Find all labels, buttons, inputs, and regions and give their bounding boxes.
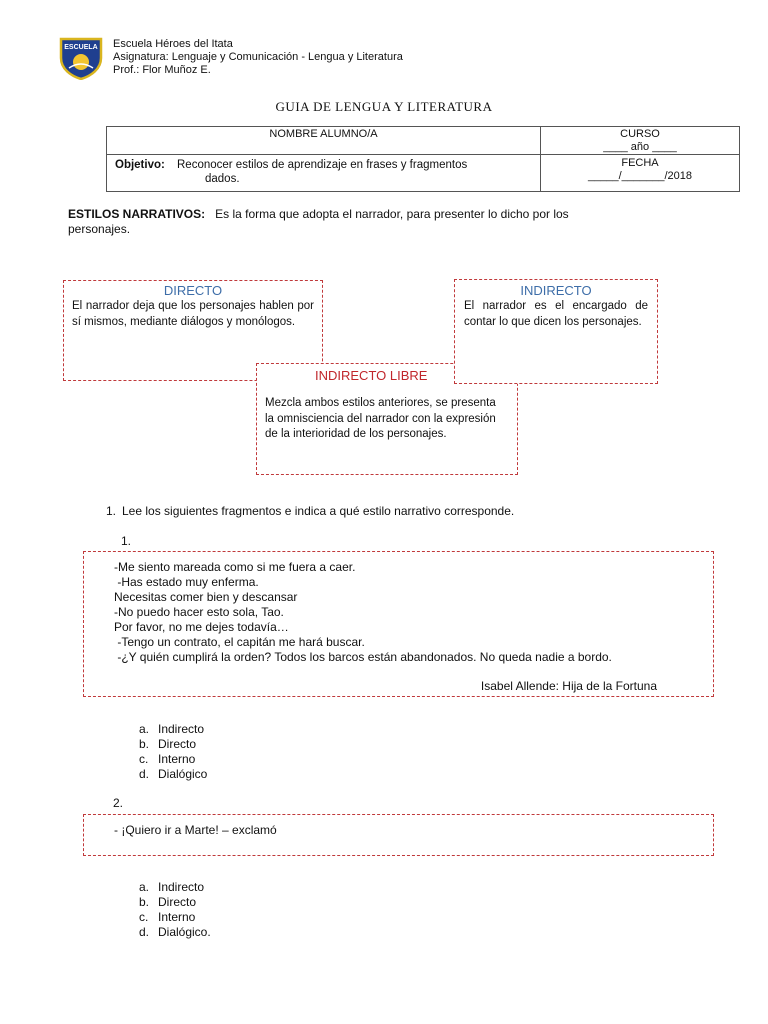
question-2-line: - ¡Quiero ir a Marte! – exclamó [114, 823, 277, 837]
answer-option[interactable] [139, 910, 195, 925]
answer-option[interactable] [139, 722, 204, 737]
fragment-line: Necesitas comer bien y descansar [114, 590, 298, 604]
fragment-line: -¿Y quién cumplirá la orden? Todos los barcos están abandonados. No queda nadie a bordo. [114, 650, 612, 664]
intro-label: ESTILOS NARRATIVOS: [68, 207, 206, 221]
question-1-source: Isabel Allende: Hija de la Fortuna [480, 679, 657, 693]
objective-text-1: Reconocer estilos de aprendizaje en frases y fragmentos [177, 159, 468, 171]
question-1-box [83, 551, 714, 697]
option-text: Interno [158, 752, 196, 766]
indirecto-libre-text: Mezcla ambos estilos anteriores, se presenta la omnisciencia del narrador con la expresión de la interioridad de los personajes. [265, 397, 496, 440]
instruction-text: Lee los siguientes fragmentos e indica a qué estilo narrativo corresponde. [122, 504, 515, 518]
option-letter: a. [139, 880, 150, 894]
objective-text-2: dados. [205, 173, 240, 185]
answer-option[interactable] [139, 925, 211, 940]
indirecto-title: INDIRECTO [520, 283, 592, 298]
fragment-line: -Me siento mareada como si me fuera a caer. [114, 560, 356, 574]
indirecto-box [454, 279, 658, 384]
intro-text-1: Es la forma que adopta el narrador, para presenter lo dicho por los [215, 207, 569, 221]
page-title: GUIA DE LENGUA Y LITERATURA [275, 99, 493, 114]
indirecto-text: El narrador es el encargado de contar lo que dicen los personajes. [464, 300, 648, 328]
option-letter: c. [139, 910, 149, 924]
question-2-number: 2. [113, 796, 124, 810]
fragment-line: -Tengo un contrato, el capitán me hará buscar. [114, 635, 365, 649]
instruction-number: 1. [106, 504, 117, 518]
answer-option[interactable] [139, 880, 204, 895]
option-text: Directo [158, 737, 197, 751]
question-1-number: 1. [121, 534, 132, 548]
answer-option[interactable] [139, 767, 207, 782]
answer-option[interactable] [139, 737, 196, 752]
option-letter: c. [139, 752, 149, 766]
course-blank: ____ año ____ [603, 141, 677, 153]
option-text: Directo [158, 895, 197, 909]
option-letter: d. [139, 925, 150, 939]
question-2-box [83, 814, 714, 856]
option-text: Dialógico. [158, 925, 211, 939]
option-text: Indirecto [158, 722, 205, 736]
school-logo [58, 36, 104, 80]
directo-text: El narrador deja que los personajes hablen por sí mismos, mediante diálogos y monólogos. [72, 300, 314, 328]
option-text: Dialógico [158, 767, 208, 781]
name-label: NOMBRE ALUMNO/A [269, 128, 378, 140]
intro-text-2: personajes. [68, 222, 131, 236]
date-label: FECHA [621, 157, 659, 169]
objective-label: Objetivo: [115, 159, 165, 171]
course-label: CURSO [620, 128, 660, 140]
indirecto-libre-title: INDIRECTO LIBRE [315, 368, 428, 383]
school-name: Escuela Héroes del Itata [113, 38, 233, 50]
subject-line: Asignatura: Lenguaje y Comunicación - Lengua y Literatura [113, 51, 403, 63]
fragment-line: -No puedo hacer esto sola, Tao. [114, 605, 284, 619]
answer-option[interactable] [139, 752, 195, 767]
option-letter: d. [139, 767, 150, 781]
fragment-line: -Has estado muy enferma. [114, 575, 259, 589]
option-text: Indirecto [158, 880, 205, 894]
logo-text: ESCUELA [64, 44, 98, 51]
option-letter: b. [139, 737, 150, 751]
date-blank: _____/_______/2018 [588, 170, 692, 182]
teacher-line: Prof.: Flor Muñoz E. [113, 64, 211, 76]
option-text: Interno [158, 910, 196, 924]
fragment-line: Por favor, no me dejes todavía… [114, 620, 289, 634]
info-table [106, 126, 740, 192]
option-letter: a. [139, 722, 150, 736]
answer-option[interactable] [139, 895, 196, 910]
directo-title: DIRECTO [163, 283, 223, 298]
option-letter: b. [139, 895, 150, 909]
